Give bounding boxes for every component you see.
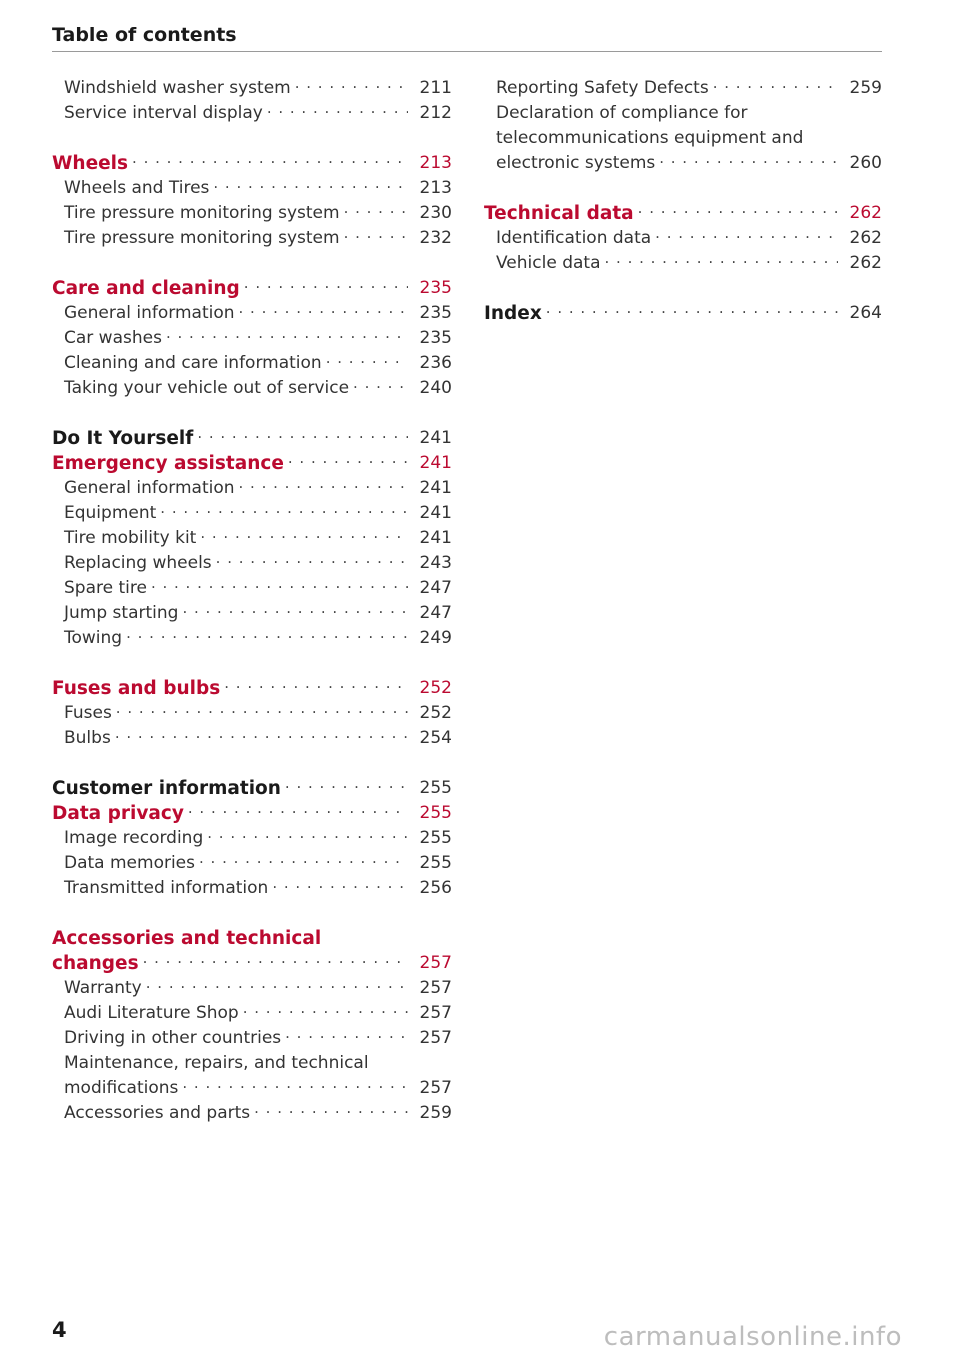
dot-leader	[126, 621, 408, 651]
entry-title: Warranty	[64, 978, 142, 998]
page-ref: 252	[419, 703, 452, 723]
entry-title: Windshield washer system	[64, 78, 291, 98]
entry-title: Fuses	[64, 703, 112, 723]
entry-title: Cleaning and care information	[64, 353, 322, 373]
page-ref: 235	[419, 278, 452, 298]
entry-title: Wheels and Tires	[64, 178, 210, 198]
dot-leader	[605, 246, 839, 276]
page-ref: 235	[419, 328, 452, 348]
page-ref: 236	[419, 353, 452, 373]
entry-title: Identification data	[496, 228, 652, 248]
chapter-title: Accessories and technical	[52, 928, 322, 949]
chapter-title: Do It Yourself	[52, 428, 194, 449]
chapter-title: Fuses and bulbs	[52, 678, 221, 699]
page-ref: 213	[419, 153, 452, 173]
page-ref: 240	[419, 378, 452, 398]
page-ref: 257	[419, 1028, 452, 1048]
page-ref: 260	[849, 153, 882, 173]
page-ref: 262	[849, 203, 882, 223]
page-ref: 241	[419, 503, 452, 523]
watermark: carmanualsonline.info	[603, 1322, 902, 1352]
toc-left-column	[52, 76, 452, 1126]
chapter-title: Emergency assistance	[52, 453, 284, 474]
dot-leader	[272, 871, 408, 901]
entry-title: electronic systems	[496, 153, 656, 173]
page-ref: 241	[419, 428, 452, 448]
toc-chapter-entry[interactable]	[484, 301, 882, 326]
entry-title: Replacing wheels	[64, 553, 212, 573]
entry-title: Declaration of compliance for	[496, 103, 748, 123]
entry-title: Car washes	[64, 328, 162, 348]
entry-title: General information	[64, 478, 235, 498]
entry-title: Image recording	[64, 828, 204, 848]
toc-entry[interactable]	[52, 626, 452, 651]
entry-title: Tire pressure monitoring system	[64, 203, 340, 223]
chapter-title: changes	[52, 953, 139, 974]
chapter-title: Index	[484, 303, 542, 324]
entry-title: General information	[64, 303, 235, 323]
entry-title: Vehicle data	[496, 253, 601, 273]
dot-leader	[353, 371, 408, 401]
page-ref: 232	[419, 228, 452, 248]
entry-title: telecommunications equipment and	[496, 128, 804, 148]
chapter-title: Customer information	[52, 778, 281, 799]
toc-entry[interactable]	[52, 226, 452, 251]
entry-title: Tire pressure monitoring system	[64, 228, 340, 248]
toc-entry[interactable]	[52, 376, 452, 401]
page-ref: 252	[419, 678, 452, 698]
dot-leader	[285, 1021, 408, 1051]
page-ref: 254	[419, 728, 452, 748]
toc-entry	[484, 101, 882, 126]
toc-entry[interactable]	[52, 101, 452, 126]
entry-title: Bulbs	[64, 728, 111, 748]
toc-entry[interactable]	[484, 151, 882, 176]
chapter-title: Care and cleaning	[52, 278, 240, 299]
page-ref: 262	[849, 253, 882, 273]
page-ref: 230	[419, 203, 452, 223]
toc-entry[interactable]	[52, 876, 452, 901]
dot-leader	[713, 71, 838, 101]
entry-title: Tire mobility kit	[64, 528, 197, 548]
page-ref: 257	[419, 978, 452, 998]
dot-leader	[546, 296, 838, 326]
chapter-title: Technical data	[484, 203, 634, 224]
entry-title: Equipment	[64, 503, 157, 523]
page-ref: 262	[849, 228, 882, 248]
toc-entry[interactable]	[52, 726, 452, 751]
chapter-title: Wheels	[52, 153, 129, 174]
page-ref: 247	[419, 603, 452, 623]
page-ref: 255	[419, 778, 452, 798]
page-ref: 257	[419, 953, 452, 973]
toc-entry[interactable]	[52, 1026, 452, 1051]
page-number: 4	[52, 1318, 67, 1342]
page-ref: 241	[419, 453, 452, 473]
entry-title: Transmitted information	[64, 878, 269, 898]
page-ref: 243	[419, 553, 452, 573]
entry-title: Service interval display	[64, 103, 263, 123]
page-ref: 211	[419, 78, 452, 98]
page-ref: 213	[419, 178, 452, 198]
page-ref: 255	[419, 853, 452, 873]
chapter-title: Data privacy	[52, 803, 184, 824]
page-ref: 264	[849, 303, 882, 323]
dot-leader	[267, 96, 408, 126]
page-ref: 256	[419, 878, 452, 898]
dot-leader	[115, 721, 408, 751]
entry-title: Towing	[64, 628, 123, 648]
entry-title: Reporting Safety Defects	[496, 78, 709, 98]
page-ref: 212	[419, 103, 452, 123]
dot-leader	[254, 1096, 408, 1126]
page-ref: 235	[419, 303, 452, 323]
header-divider	[52, 51, 882, 52]
entry-title: Audi Literature Shop	[64, 1003, 239, 1023]
page-title: Table of contents	[52, 24, 237, 46]
page-ref: 257	[419, 1078, 452, 1098]
page-ref: 241	[419, 478, 452, 498]
page-ref: 247	[419, 578, 452, 598]
page-ref: 257	[419, 1003, 452, 1023]
toc-entry[interactable]	[484, 251, 882, 276]
page-ref: 255	[419, 803, 452, 823]
entry-title: Data memories	[64, 853, 196, 873]
entry-title: Maintenance, repairs, and technical	[64, 1053, 369, 1073]
entry-title: Spare tire	[64, 578, 147, 598]
entry-title: Accessories and parts	[64, 1103, 251, 1123]
dot-leader	[344, 221, 408, 251]
dot-leader	[659, 146, 838, 176]
entry-title: Taking your vehicle out of service	[64, 378, 350, 398]
toc-entry[interactable]	[484, 76, 882, 101]
toc-right-column	[484, 76, 882, 326]
toc-entry[interactable]	[52, 1101, 452, 1126]
entry-title: Jump starting	[64, 603, 179, 623]
page-ref: 255	[419, 828, 452, 848]
page-ref: 241	[419, 528, 452, 548]
page-ref: 259	[419, 1103, 452, 1123]
entry-title: Driving in other countries	[64, 1028, 282, 1048]
page-ref: 249	[419, 628, 452, 648]
page-ref: 259	[849, 78, 882, 98]
entry-title: modifications	[64, 1078, 179, 1098]
